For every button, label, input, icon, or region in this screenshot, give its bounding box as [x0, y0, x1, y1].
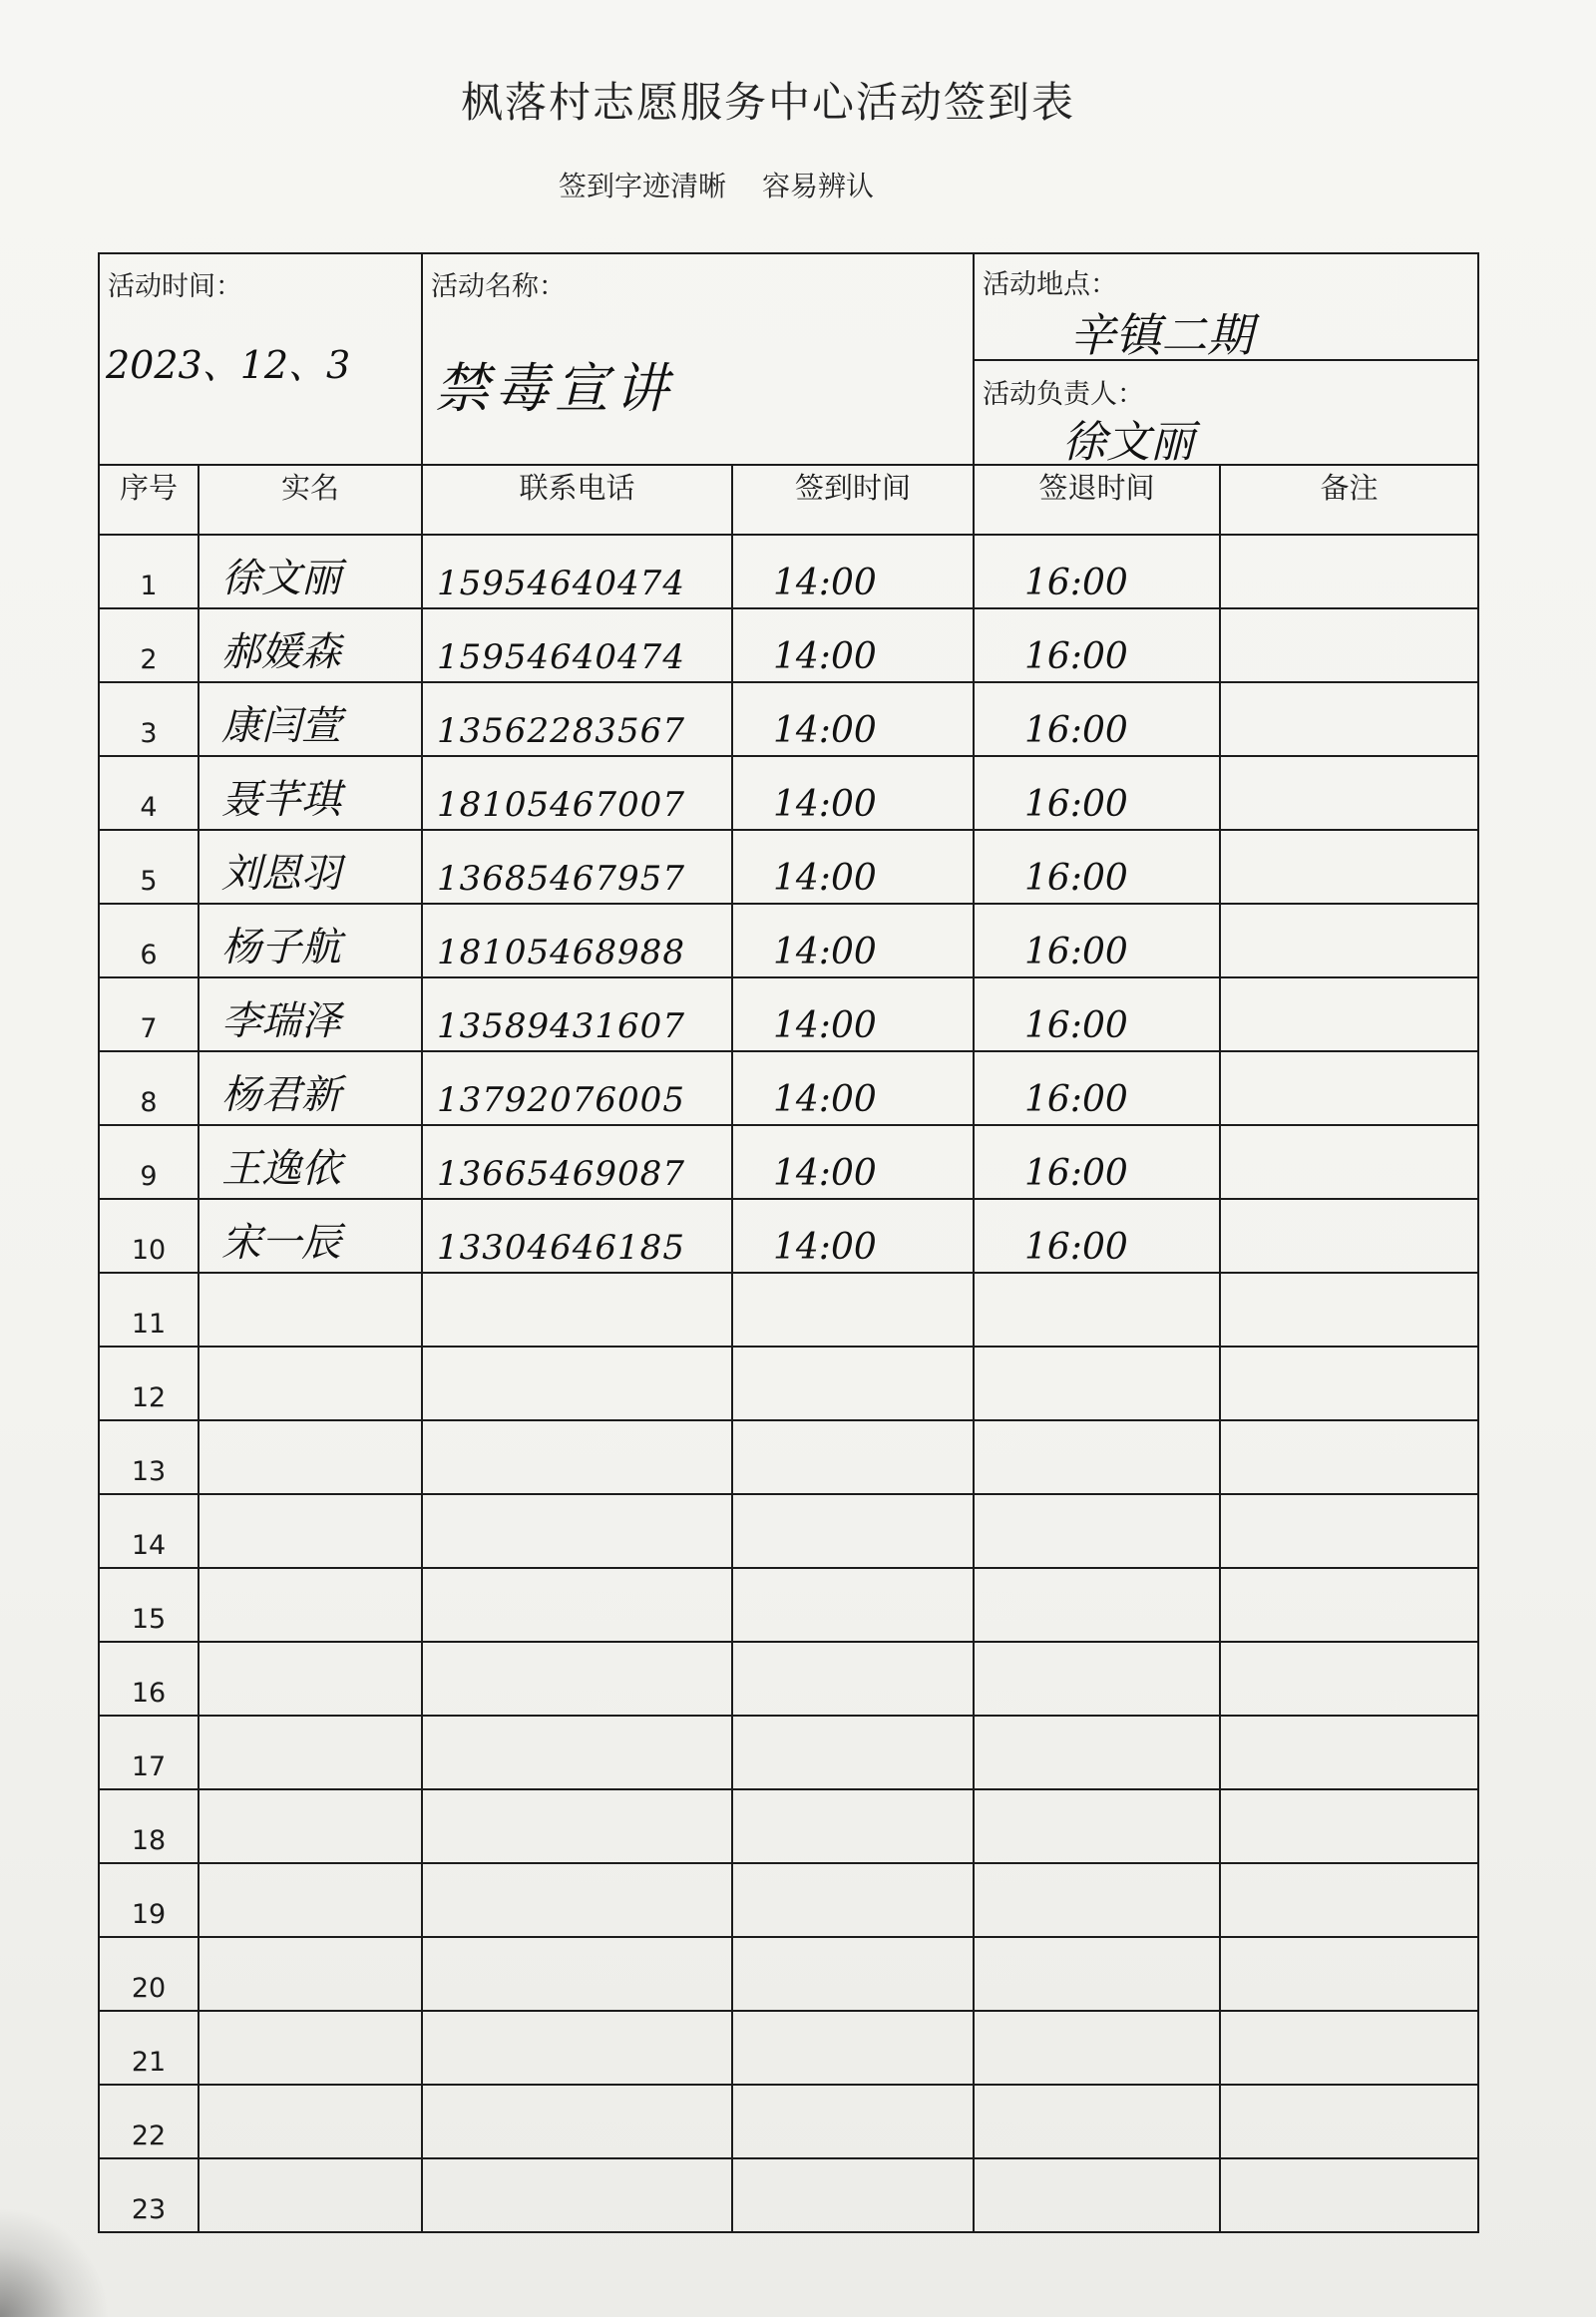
- row-number: 23: [131, 2194, 167, 2225]
- subtitle-part-2: 容易辨认: [762, 170, 875, 202]
- row-number-cell: [99, 977, 199, 1051]
- row-number: 3: [140, 718, 158, 749]
- row-number-cell: [99, 1125, 199, 1199]
- col-header-sign-out: 签退时间: [974, 465, 1220, 535]
- row-name-cell: [199, 1716, 422, 1789]
- row-number-cell: [99, 904, 199, 977]
- row-number-cell: [99, 1347, 199, 1420]
- table-row: [99, 1716, 1478, 1789]
- row-sign-in-time-cell: [732, 682, 974, 756]
- row-sign-out-time-cell: [974, 904, 1220, 977]
- row-name: 杨子航: [221, 925, 341, 970]
- row-name: 聂芊琪: [221, 777, 341, 823]
- row-sign-in-time-cell: [732, 1716, 974, 1789]
- row-name-cell: [199, 1789, 422, 1863]
- row-phone-cell: [422, 1642, 732, 1716]
- row-phone-cell: [422, 1789, 732, 1863]
- row-name-cell: [199, 1273, 422, 1347]
- row-phone: 13792076005: [437, 1080, 685, 1120]
- table-row: [99, 2158, 1478, 2232]
- row-number-cell: [99, 830, 199, 904]
- col-header-name: 实名: [199, 465, 422, 535]
- table-row: [99, 756, 1478, 830]
- row-number-cell: [99, 608, 199, 682]
- corner-shadow: [0, 2207, 110, 2317]
- row-phone-cell: [422, 904, 732, 977]
- row-number-cell: [99, 1863, 199, 1937]
- row-number-cell: [99, 535, 199, 608]
- row-name: 杨君新: [221, 1072, 341, 1118]
- row-name-cell: [199, 535, 422, 608]
- row-note-cell: [1220, 1642, 1478, 1716]
- row-sign-in-time-cell: [732, 1420, 974, 1494]
- table-row: [99, 1347, 1478, 1420]
- row-note-cell: [1220, 1051, 1478, 1125]
- row-phone-cell: [422, 2158, 732, 2232]
- row-note-cell: [1220, 1347, 1478, 1420]
- row-sign-out-time: 16:00: [1024, 1079, 1128, 1120]
- row-sign-in-time-cell: [732, 1347, 974, 1420]
- row-name-cell: [199, 1051, 422, 1125]
- row-phone-cell: [422, 1937, 732, 2011]
- row-number: 19: [131, 1899, 167, 1930]
- row-name-cell: [199, 1642, 422, 1716]
- row-note-cell: [1220, 1125, 1478, 1199]
- row-number-cell: [99, 1420, 199, 1494]
- row-note-cell: [1220, 977, 1478, 1051]
- row-phone-cell: [422, 1051, 732, 1125]
- row-note-cell: [1220, 1789, 1478, 1863]
- row-note-cell: [1220, 1716, 1478, 1789]
- row-sign-out-time-cell: [974, 1494, 1220, 1568]
- row-name-cell: [199, 1568, 422, 1642]
- table-row: [99, 1125, 1478, 1199]
- row-name-cell: [199, 977, 422, 1051]
- activity-time-label: 活动时间：: [108, 271, 242, 302]
- row-number: 9: [140, 1161, 158, 1192]
- row-number-cell: [99, 2011, 199, 2085]
- row-number: 15: [131, 1604, 167, 1635]
- table-row: [99, 1789, 1478, 1863]
- row-number: 2: [140, 644, 158, 675]
- row-number: 11: [131, 1309, 167, 1340]
- row-sign-in-time-cell: [732, 1789, 974, 1863]
- activity-leader-label: 活动负责人：: [983, 379, 1144, 410]
- row-name-cell: [199, 2011, 422, 2085]
- row-number: 14: [131, 1530, 167, 1561]
- row-sign-in-time-cell: [732, 1273, 974, 1347]
- row-number: 17: [131, 1751, 167, 1782]
- activity-location-leader-cell: [974, 253, 1478, 468]
- activity-leader-value: 徐文丽: [1062, 417, 1194, 468]
- row-sign-in-time: 14:00: [773, 1227, 877, 1268]
- activity-info-row: [99, 253, 1478, 465]
- row-sign-out-time-cell: [974, 1273, 1220, 1347]
- col-header-number: 序号: [99, 465, 199, 535]
- row-number-cell: [99, 2158, 199, 2232]
- row-number-cell: [99, 1494, 199, 1568]
- row-note-cell: [1220, 1273, 1478, 1347]
- row-name: 康闫萱: [221, 703, 341, 749]
- row-sign-out-time-cell: [974, 535, 1220, 608]
- row-sign-out-time: 16:00: [1024, 932, 1128, 972]
- row-number: 22: [131, 2121, 167, 2151]
- row-phone: 13685467957: [437, 859, 685, 899]
- row-sign-out-time-cell: [974, 1863, 1220, 1937]
- row-name-cell: [199, 2085, 422, 2158]
- row-sign-in-time-cell: [732, 977, 974, 1051]
- row-sign-out-time-cell: [974, 2011, 1220, 2085]
- row-sign-in-time-cell: [732, 608, 974, 682]
- row-phone-cell: [422, 535, 732, 608]
- table-row: [99, 682, 1478, 756]
- row-phone-cell: [422, 1273, 732, 1347]
- row-sign-in-time: 14:00: [773, 1005, 877, 1046]
- row-sign-in-time-cell: [732, 830, 974, 904]
- row-number: 6: [140, 940, 158, 970]
- activity-location-label: 活动地点：: [983, 269, 1117, 300]
- row-number-cell: [99, 1273, 199, 1347]
- table-row: [99, 1199, 1478, 1273]
- row-name-cell: [199, 608, 422, 682]
- row-note-cell: [1220, 1199, 1478, 1273]
- row-number-cell: [99, 2085, 199, 2158]
- row-sign-in-time-cell: [732, 1863, 974, 1937]
- row-sign-in-time: 14:00: [773, 1153, 877, 1194]
- activity-name-label: 活动名称：: [431, 271, 566, 302]
- row-name-cell: [199, 1863, 422, 1937]
- row-number: 16: [131, 1678, 167, 1709]
- row-number-cell: [99, 1568, 199, 1642]
- row-sign-out-time: 16:00: [1024, 636, 1128, 677]
- row-phone: 18105467007: [437, 785, 685, 825]
- row-number: 7: [140, 1013, 158, 1044]
- row-name: 李瑞泽: [221, 998, 341, 1044]
- row-phone-cell: [422, 1125, 732, 1199]
- activity-location-box: [975, 254, 1477, 361]
- row-sign-in-time: 14:00: [773, 784, 877, 825]
- subtitle: [559, 165, 910, 204]
- row-note-cell: [1220, 608, 1478, 682]
- row-number-cell: [99, 1937, 199, 2011]
- row-number-cell: [99, 1642, 199, 1716]
- row-number: 18: [131, 1825, 167, 1856]
- table-row: [99, 608, 1478, 682]
- row-number: 21: [131, 2047, 167, 2078]
- row-name: 徐文丽: [221, 556, 341, 601]
- row-phone-cell: [422, 1863, 732, 1937]
- row-phone-cell: [422, 682, 732, 756]
- row-name-cell: [199, 2158, 422, 2232]
- row-note-cell: [1220, 1568, 1478, 1642]
- table-row: [99, 1863, 1478, 1937]
- page-title: 枫落村志愿服务中心活动签到表: [460, 78, 1075, 127]
- row-note-cell: [1220, 904, 1478, 977]
- activity-location-value: 辛镇二期: [1069, 308, 1253, 362]
- row-number: 1: [140, 571, 158, 601]
- row-phone-cell: [422, 1568, 732, 1642]
- table-row: [99, 2011, 1478, 2085]
- row-sign-out-time-cell: [974, 2158, 1220, 2232]
- row-sign-out-time: 16:00: [1024, 1227, 1128, 1268]
- row-note-cell: [1220, 682, 1478, 756]
- row-note-cell: [1220, 1863, 1478, 1937]
- sign-in-table: [98, 252, 1479, 2233]
- row-sign-out-time: 16:00: [1024, 563, 1128, 603]
- table-row: [99, 1494, 1478, 1568]
- row-sign-in-time: 14:00: [773, 636, 877, 677]
- row-number: 8: [140, 1087, 158, 1118]
- row-phone: 15954640474: [437, 564, 685, 603]
- row-sign-out-time: 16:00: [1024, 1153, 1128, 1194]
- row-note-cell: [1220, 1494, 1478, 1568]
- row-sign-in-time-cell: [732, 1568, 974, 1642]
- row-note-cell: [1220, 756, 1478, 830]
- row-phone-cell: [422, 1199, 732, 1273]
- row-sign-out-time: 16:00: [1024, 1005, 1128, 1046]
- row-phone-cell: [422, 2011, 732, 2085]
- row-sign-out-time-cell: [974, 1420, 1220, 1494]
- row-sign-out-time-cell: [974, 608, 1220, 682]
- row-number: 4: [140, 792, 158, 823]
- row-sign-out-time-cell: [974, 1125, 1220, 1199]
- row-name: 郝媛森: [221, 629, 341, 675]
- subtitle-part-1: 签到字迹清晰: [559, 170, 727, 202]
- row-phone-cell: [422, 830, 732, 904]
- row-phone-cell: [422, 756, 732, 830]
- table-row: [99, 535, 1478, 608]
- row-name-cell: [199, 756, 422, 830]
- column-header-row: [99, 465, 1478, 535]
- row-phone: 13562283567: [437, 711, 685, 751]
- row-sign-out-time-cell: [974, 1199, 1220, 1273]
- row-phone-cell: [422, 608, 732, 682]
- row-phone: 13589431607: [437, 1006, 685, 1046]
- row-sign-in-time-cell: [732, 1199, 974, 1273]
- table-row: [99, 830, 1478, 904]
- table-row: [99, 1937, 1478, 2011]
- activity-name-cell: [422, 253, 974, 465]
- row-number-cell: [99, 1199, 199, 1273]
- table-row: [99, 977, 1478, 1051]
- row-sign-out-time-cell: [974, 1716, 1220, 1789]
- row-sign-in-time: 14:00: [773, 710, 877, 751]
- row-phone: 15954640474: [437, 637, 685, 677]
- row-sign-out-time-cell: [974, 1051, 1220, 1125]
- col-header-phone: 联系电话: [422, 465, 732, 535]
- row-sign-out-time-cell: [974, 1789, 1220, 1863]
- activity-time-value: 2023、12、3: [106, 343, 351, 387]
- row-number-cell: [99, 1789, 199, 1863]
- row-phone-cell: [422, 2085, 732, 2158]
- row-sign-in-time-cell: [732, 756, 974, 830]
- col-header-note: 备注: [1220, 465, 1478, 535]
- row-sign-out-time: 16:00: [1024, 784, 1128, 825]
- row-note-cell: [1220, 830, 1478, 904]
- row-phone-cell: [422, 1716, 732, 1789]
- row-sign-in-time-cell: [732, 2011, 974, 2085]
- row-sign-in-time-cell: [732, 1125, 974, 1199]
- row-phone-cell: [422, 1347, 732, 1420]
- row-number: 13: [131, 1456, 167, 1487]
- row-name-cell: [199, 1125, 422, 1199]
- row-name: 宋一辰: [221, 1220, 341, 1266]
- row-note-cell: [1220, 1420, 1478, 1494]
- col-header-sign-in: 签到时间: [732, 465, 974, 535]
- row-phone: 13304646185: [437, 1228, 685, 1268]
- row-sign-in-time-cell: [732, 2085, 974, 2158]
- row-sign-out-time-cell: [974, 2085, 1220, 2158]
- row-sign-out-time-cell: [974, 1937, 1220, 2011]
- row-name-cell: [199, 1937, 422, 2011]
- row-sign-in-time-cell: [732, 535, 974, 608]
- table-row: [99, 1568, 1478, 1642]
- row-note-cell: [1220, 2085, 1478, 2158]
- row-sign-in-time-cell: [732, 1642, 974, 1716]
- row-sign-out-time-cell: [974, 977, 1220, 1051]
- row-name-cell: [199, 1420, 422, 1494]
- row-number: 12: [131, 1382, 167, 1413]
- row-number-cell: [99, 1716, 199, 1789]
- row-sign-out-time-cell: [974, 1347, 1220, 1420]
- row-sign-out-time-cell: [974, 756, 1220, 830]
- row-phone: 13665469087: [437, 1154, 685, 1194]
- row-sign-in-time: 14:00: [773, 858, 877, 899]
- row-number-cell: [99, 1051, 199, 1125]
- row-number-cell: [99, 756, 199, 830]
- row-number: 5: [140, 866, 158, 897]
- row-name-cell: [199, 830, 422, 904]
- row-sign-in-time-cell: [732, 2158, 974, 2232]
- table-row: [99, 1051, 1478, 1125]
- row-note-cell: [1220, 535, 1478, 608]
- table-row: [99, 1642, 1478, 1716]
- row-number: 20: [131, 1973, 167, 2004]
- row-sign-in-time-cell: [732, 1051, 974, 1125]
- row-name-cell: [199, 1347, 422, 1420]
- row-phone-cell: [422, 1420, 732, 1494]
- row-name-cell: [199, 682, 422, 756]
- row-name: 王逸依: [221, 1146, 341, 1192]
- row-name-cell: [199, 1494, 422, 1568]
- row-number: 10: [131, 1235, 167, 1266]
- table-row: [99, 1420, 1478, 1494]
- row-sign-out-time: 16:00: [1024, 710, 1128, 751]
- row-sign-out-time-cell: [974, 1568, 1220, 1642]
- row-phone-cell: [422, 977, 732, 1051]
- row-sign-in-time: 14:00: [773, 932, 877, 972]
- row-sign-in-time-cell: [732, 1494, 974, 1568]
- activity-name-value: 禁毒宣讲: [435, 357, 674, 420]
- row-number-cell: [99, 682, 199, 756]
- table-row: [99, 1273, 1478, 1347]
- row-name-cell: [199, 904, 422, 977]
- table-row: [99, 904, 1478, 977]
- row-sign-out-time-cell: [974, 682, 1220, 756]
- row-note-cell: [1220, 2011, 1478, 2085]
- row-sign-in-time: 14:00: [773, 563, 877, 603]
- row-name: 刘恩羽: [221, 851, 341, 897]
- activity-time-cell: [99, 253, 422, 465]
- row-sign-in-time: 14:00: [773, 1079, 877, 1120]
- row-phone-cell: [422, 1494, 732, 1568]
- row-note-cell: [1220, 2158, 1478, 2232]
- row-sign-out-time-cell: [974, 1642, 1220, 1716]
- table-row: [99, 2085, 1478, 2158]
- row-phone: 18105468988: [437, 933, 685, 972]
- row-sign-out-time-cell: [974, 830, 1220, 904]
- row-note-cell: [1220, 1937, 1478, 2011]
- row-name-cell: [199, 1199, 422, 1273]
- row-sign-in-time-cell: [732, 904, 974, 977]
- row-sign-out-time: 16:00: [1024, 858, 1128, 899]
- row-sign-in-time-cell: [732, 1937, 974, 2011]
